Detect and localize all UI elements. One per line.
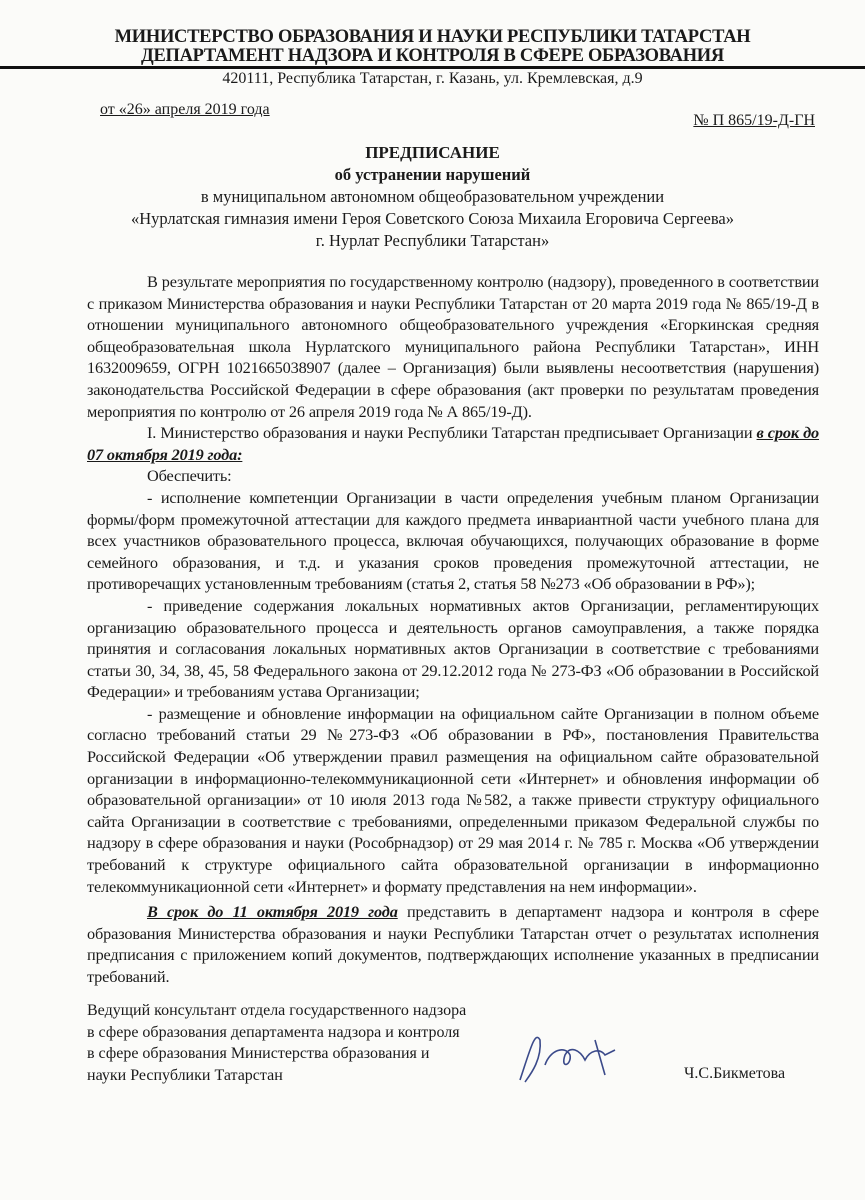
order-deadline: в срок до 07 октября 2019 года: [87,423,820,464]
requirement-3: - размещение и обновление информации на официальном сайте Организации в полном объеме согласно требований статьи 29 №273-ФЗ «Об образовании в РФ», постановления Правительства Российской Федерации «Об утверждении правил размещения на официальном сайте образовательной организации в информационно-телекоммуникационной сети «Интернет» и обновления информации об образовательной организации» от 10 июля 2013 года №582, а также привести структуру официального сайта Организации в соответствие с требованиями, определенными приказом Федеральной службы по надзору в сфере образования и науки (Рособрнадзор) от 29 мая 2014 г. № 785 г. Москва «Об утверждении требований к структуре официального сайта образовательной организации в информационно телекоммуникационной сети «Интернет» и формату представления на нем информации». [87,703,819,896]
document-body [87,271,819,988]
header-divider [0,66,865,69]
document-title: ПРЕДПИСАНИЕ [365,143,500,162]
document-date: от «26» апреля 2019 года [100,101,270,118]
report-paragraph [87,901,819,987]
report-text: представить в департамент надзора и контроля в сфере образования Министерства образования и науки Республики Татарстан отчет о результатах исполнения предписания с приложением копий документов, подтверждающих исполнение указанных в предписании требований. [87,902,819,986]
intro-paragraph: В результате мероприятия по государственному контролю (надзору), проведенного в соответствии с приказом Министерства образования и науки Республики Татарстан от 20 марта 2019 года № 865/19-Д в отношении муниципального автономного общеобразовательного учреждения «Егоркинская средняя общеобразовательная школа Нурлатского муниципального района Республики Татарстан», ИНН 1632009659, ОГРН 1021665038907 (далее – Организация) были выявлены несоответствия (нарушения) законодательства Российской Федерации в сфере образования (акт проверки по результатам проведения мероприятия по контролю от 26 апреля 2019 года № А 865/19-Д). [87,272,819,421]
signatory-name: Ч.С.Бикметова [684,1065,786,1082]
ministry-name: МИНИСТЕРСТВО ОБРАЗОВАНИЯ И НАУКИ РЕСПУБЛИКИ ТАТАРСТАН [114,27,751,47]
requirement-2: - приведение содержания локальных нормативных актов Организации, регламентирующих организацию образовательного процесса и деятельность органов самоуправления, а также порядка принятия и согласования локальных нормативных актов Организации в соответствие с требованиями статьи 30, 34, 38, 45, 58 Федерального закона от 29.12.2012 года № 273-ФЗ «Об образовании в Российской Федерации» и требованиям устава Организации; [87,595,819,702]
document-subtitle: об устранении нарушений [334,165,531,184]
requirement-1: - исполнение компетенции Организации в части определения учебным планом Организации формы/форм промежуточной аттестации для каждого предмета инвариантной части учебного плана для всех участников образовательного процесса, включая обучающихся, получающих образование в форме семейного образования, и т.д. и указания сроков проведения промежуточной аттестации, не противоречащих установленным требованиям (статья 2, статья 58 №273 «Об образовании в РФ»); [87,487,819,594]
address: 420111, Республика Татарстан, г. Казань, ул. Кремлевская, д.9 [222,70,643,87]
document-number: № П 865/19-Д-ГН [693,112,815,129]
institution-line-3: г. Нурлат Республики Татарстан» [315,231,550,250]
institution-line-2: «Нурлатская гимназия имени Героя Советского Союза Михаила Егоровича Сергеева» [130,209,735,228]
report-deadline: В срок до 11 октября 2019 года [147,902,398,922]
signatory-position: Ведущий консультант отдела государственного надзора в сфере образования департамента надзора и контроля в сфере образования Министерства образования и науки Республики Татарстан [87,1002,467,1084]
department-name: ДЕПАРТАМЕНТ НАДЗОРА И КОНТРОЛЯ В СФЕРЕ ОБРАЗОВАНИЯ [141,46,724,66]
ensure-label: Обеспечить: [147,466,232,486]
order-text: I. Министерство образования и науки Республики Татарстан предписывает Организации [147,423,757,443]
handwritten-signature [510,1020,640,1090]
order-paragraph [87,422,819,465]
institution-line-1: в муниципальном автономном общеобразовательном учреждении [200,187,665,206]
